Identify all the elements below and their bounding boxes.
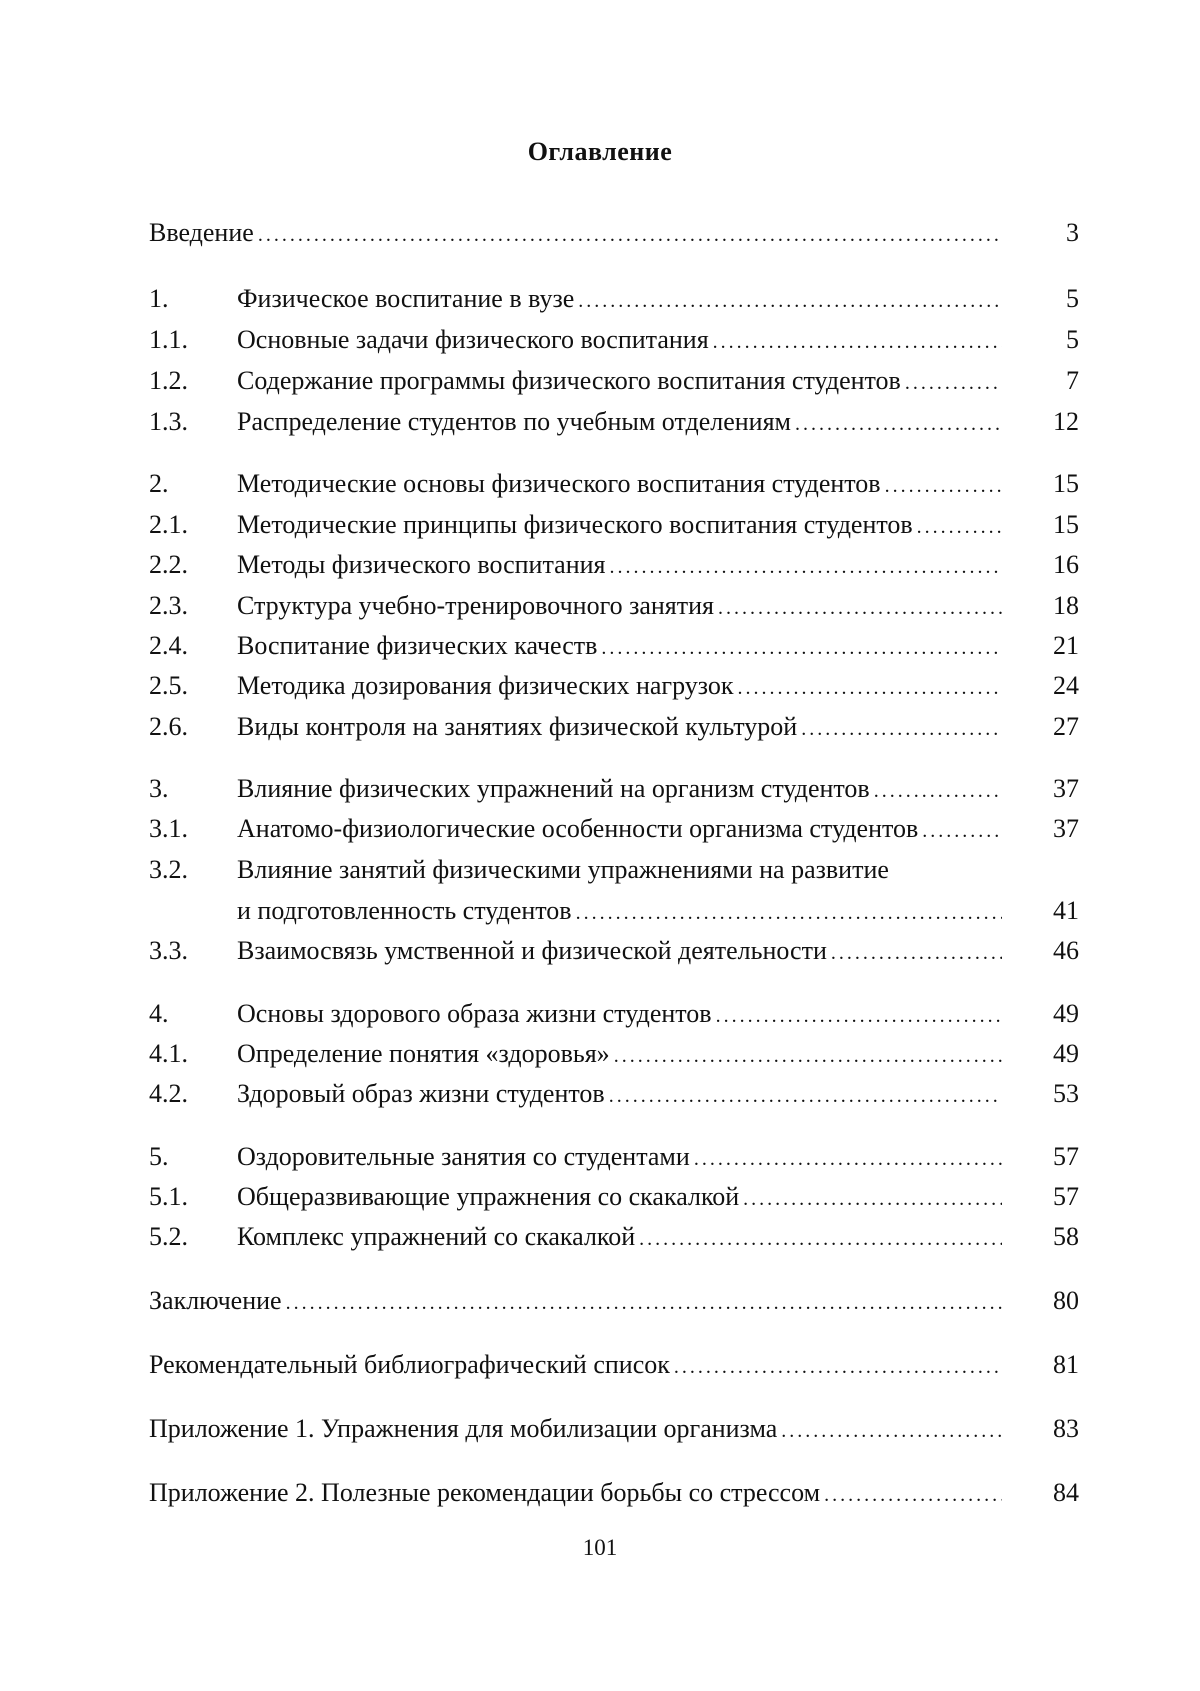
toc-entry-number: 5. [149,1142,169,1171]
toc-entry-page: 12 [1053,407,1079,436]
toc-entry-page: 5 [1066,325,1079,354]
toc-entry[interactable] [149,771,1079,807]
toc-entry[interactable] [149,1347,1079,1383]
toc-entry-title-leader [237,547,1002,585]
toc-entry[interactable] [149,404,1079,440]
toc-entry-title: Рекомендательный библиографический список [149,1350,670,1379]
toc-entry-number: 4.1. [149,1039,188,1068]
toc-entry-page: 7 [1066,366,1079,395]
toc-entry-title-leader [237,322,1002,360]
toc-entry-page: 5 [1066,284,1079,313]
toc-entry-title-leader [237,893,1002,931]
toc-entry-number: 2.3. [149,591,188,620]
toc-entry-number: 3.1. [149,814,188,843]
toc-entry[interactable] [149,215,1079,251]
toc-entry-page: 21 [1053,631,1079,660]
toc-entry-number: 2.1. [149,510,188,539]
toc-entry-title-leader [237,771,1002,809]
toc-entry-number: 2.6. [149,712,188,741]
toc-entry-number: 3. [149,774,169,803]
toc-entry-title-leader [237,404,1002,442]
toc-entry-title-leader [149,215,1002,253]
toc-entry-title: Влияние физических упражнений на организм студентов [237,774,870,803]
toc-entry[interactable] [149,996,1079,1032]
toc-entry-title: Здоровый образ жизни студентов [237,1079,605,1108]
toc-entry[interactable] [149,852,1079,888]
toc-entry-page: 41 [1053,896,1079,925]
toc-entry-page: 81 [1053,1350,1079,1379]
toc-entry[interactable] [149,1475,1079,1511]
toc-entry-title: Воспитание физических качеств [237,631,598,660]
toc-entry-number: 1.3. [149,407,188,436]
toc-entry-title: Методы физического воспитания [237,550,606,579]
toc-entry-title: и подготовленность студентов [237,896,572,925]
page-title: Оглавление [527,137,673,166]
toc-entry-page: 16 [1053,550,1079,579]
toc-entry[interactable] [149,1076,1079,1112]
toc-entry-title-leader [237,996,1002,1034]
toc-entry-title: Приложение 2. Полезные рекомендации борьбы со стрессом [149,1478,821,1507]
toc-entry-page: 15 [1053,510,1079,539]
toc-entry-title-leader [237,668,1002,706]
toc-entry[interactable] [149,1179,1079,1215]
toc-entry-title: Методические принципы физического воспитания студентов [237,510,913,539]
toc-entry-continuation[interactable] [149,893,1079,929]
toc-entry-title: Оздоровительные занятия со студентами [237,1142,690,1171]
toc-entry-title: Структура учебно-тренировочного занятия [237,591,715,620]
toc-entry-title: Основные задачи физического воспитания [237,325,709,354]
toc-entry-title-leader [149,1475,1002,1513]
toc-entry-title-leader [237,709,1002,747]
toc-entry-page: 15 [1053,469,1079,498]
toc-entry-title-leader [237,1076,1002,1114]
toc-entry[interactable] [149,933,1079,969]
toc-entry-title: Виды контроля на занятиях физической культурой [237,712,798,741]
toc-entry[interactable] [149,709,1079,745]
toc-entry-title-leader [237,933,1002,971]
toc-entry-number: 5.1. [149,1182,188,1211]
toc-entry-page: 49 [1053,999,1079,1028]
toc-entry-title: Взаимосвязь умственной и физической деятельности [237,936,827,965]
toc-entry[interactable] [149,628,1079,664]
toc-entry-title: Введение [149,218,254,247]
toc-entry-number: 2.4. [149,631,188,660]
toc-entry-page: 80 [1053,1286,1079,1315]
toc-entry-title-leader [237,1219,1002,1257]
toc-entry[interactable] [149,363,1079,399]
toc-entry-title-leader [149,1411,1002,1449]
toc-entry[interactable] [149,547,1079,583]
toc-entry-number: 4. [149,999,169,1028]
toc-entry-title-leader [237,1036,1002,1074]
toc-entry[interactable] [149,507,1079,543]
toc-entry-title-leader [237,1139,1002,1177]
toc-entry-page: 84 [1053,1478,1079,1507]
toc-entry-page: 27 [1053,712,1079,741]
toc-entry-title: Приложение 1. Упражнения для мобилизации организма [149,1414,778,1443]
toc-entry[interactable] [149,281,1079,317]
toc-entry-number: 3.3. [149,936,188,965]
toc-entry-title: Методические основы физического воспитания студентов [237,469,881,498]
toc-entry-title-leader [237,588,1002,626]
toc-entry-number: 4.2. [149,1079,188,1108]
toc-entry-page: 58 [1053,1222,1079,1251]
toc-entry-title: Содержание программы физического воспитания студентов [237,366,901,395]
toc-entry-number: 5.2. [149,1222,188,1251]
toc-entry-title-leader [237,628,1002,666]
toc-entry[interactable] [149,1036,1079,1072]
toc-entry-title: Общеразвивающие упражнения со скакалкой [237,1182,740,1211]
toc-entry[interactable] [149,1411,1079,1447]
toc-entry-number: 2. [149,469,169,498]
toc-entry[interactable] [149,1283,1079,1319]
toc-entry-page: 24 [1053,671,1079,700]
toc-entry[interactable] [149,588,1079,624]
toc-entry-page: 18 [1053,591,1079,620]
toc-entry[interactable] [149,322,1079,358]
toc-entry-page: 37 [1053,774,1079,803]
toc-entry-title-leader [237,507,1002,545]
toc-entry-number: 2.5. [149,671,188,700]
toc-entry-title-leader [237,1179,1002,1217]
toc-entry-page: 3 [1066,218,1079,247]
toc-entry-page: 83 [1053,1414,1079,1443]
toc-entry-page: 49 [1053,1039,1079,1068]
toc-entry-page: 46 [1053,936,1079,965]
toc-entry-page: 57 [1053,1182,1079,1211]
toc-entry-page: 37 [1053,814,1079,843]
toc-entry[interactable] [149,1219,1079,1255]
toc-entry-number: 2.2. [149,550,188,579]
toc-entry-title: Определение понятия «здоровья» [237,1039,610,1068]
toc-entry[interactable] [149,668,1079,704]
toc-entry-title-leader [237,466,1002,504]
toc-entry[interactable] [149,466,1079,502]
toc-entry-page: 53 [1053,1079,1079,1108]
toc-entry-title: Комплекс упражнений со скакалкой [237,1222,636,1251]
toc-entry-number: 1.2. [149,366,188,395]
toc-entry-title: Заключение [149,1286,282,1315]
toc-entry-number: 1.1. [149,325,188,354]
toc-entry[interactable] [149,1139,1079,1175]
toc-entry-title: Анатомо-физиологические особенности организма студентов [237,814,919,843]
toc-entry-number: 3.2. [149,855,188,884]
toc-entry-title: Физическое воспитание в вузе [237,284,575,313]
toc-entry[interactable] [149,811,1079,847]
toc-entry-title-leader [149,1283,1002,1321]
toc-entry-title: Методика дозирования физических нагрузок [237,671,734,700]
toc-entry-page: 57 [1053,1142,1079,1171]
toc-entry-number: 1. [149,284,169,313]
toc-entry-title: Влияние занятий физическими упражнениями на развитие [237,855,889,884]
page-number: 101 [582,1535,618,1560]
toc-entry-title-leader [237,811,1002,849]
toc-entry-title-leader [237,363,1002,401]
toc-entry-title: Распределение студентов по учебным отделениям [237,407,791,436]
toc-entry-title: Основы здорового образа жизни студентов [237,999,712,1028]
toc-entry-title-leader [149,1347,1002,1385]
toc-entry-title-leader [237,281,1002,319]
